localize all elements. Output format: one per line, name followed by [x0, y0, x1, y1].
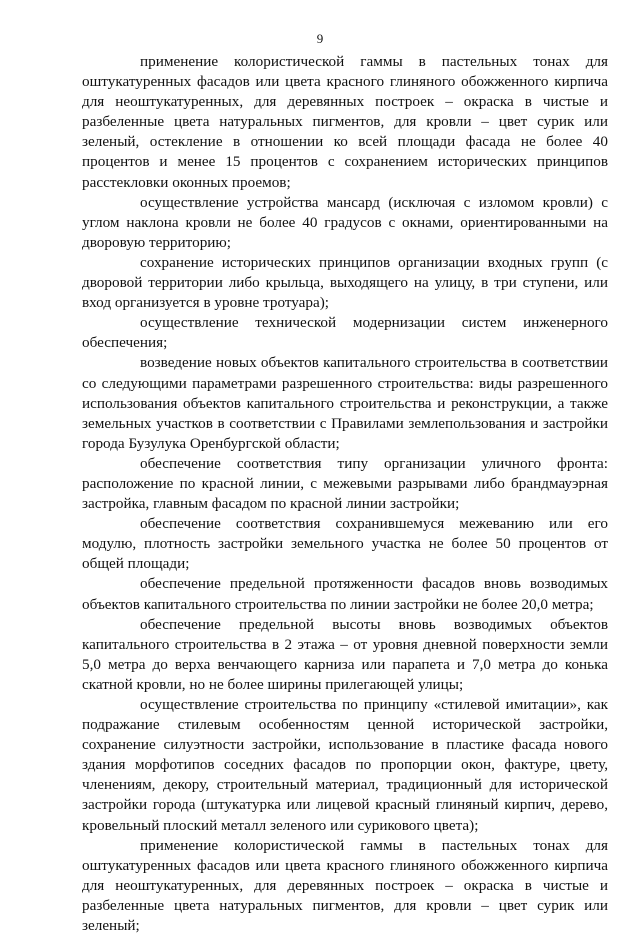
- paragraph-coloristics-repeat: применение колористической гаммы в пастельных тонах для оштукатуренных фасадов или цвета красного глиняного обожженного кирпича для неоштукатуренных, для деревянных построек – окраска в чистые и разбеленные цвета натуральных пигментов, для кровли – цвет сурик или зеленый;: [82, 836, 608, 935]
- paragraph-street-front: обеспечение соответствия типу организации уличного фронта: расположение по красной линии, с межевыми разрывами либо брандмауэрная застройка, главным фасадом по красной линии застройки;: [82, 454, 608, 513]
- paragraph-style-imitation: осуществление строительства по принципу «стилевой имитации», как подражание стилевым особенностям ценной исторической застройки, сохранение силуэтности застройки, использование в пластике фасада нового здания морфотипов соседних фасадов по пропорции окон, фактуре, цвету, членениям, декору, строительный материал, традиционный для исторической застройки города (штукатурка или лицевой красный глиняный кирпич, дерево, кровельный плоский металл зеленого или сурикового цвета);: [82, 696, 608, 834]
- paragraph-building-height: обеспечение предельной высоты вновь возводимых объектов капитального строительства в 2 этажа – от уровня дневной поверхности земли 5,0 метра до верха венчающего карниза или парапета и 7,0 метра до конька скатной кровли, но не более ширины прилегающей улицы;: [82, 615, 608, 693]
- paragraph-facade-length: обеспечение предельной протяженности фасадов вновь возводимых объектов капитального строительства по линии застройки не более 20,0 метра;: [82, 575, 608, 613]
- page-number: 9: [316, 31, 324, 46]
- paragraph-new-construction: возведение новых объектов капитального строительства в соответствии со следующими параметрами разрешенного строительства: виды разрешенного использования объектов капитального строительства и реконструкции, а также земельных участков в соответствии с Правилами землепользования и застройки города Бузулука Оренбургской области;: [82, 354, 608, 452]
- paragraph-land-survey: обеспечение соответствия сохранившемуся межеванию или его модулю, плотность застройки земельного участка не более 50 процентов от общей площади;: [82, 515, 608, 573]
- paragraph-mansards: осуществление устройства мансард (исключая с изломом кровли) с углом наклона кровли не более 40 градусов с окнами, ориентированными на дворовую территорию;: [82, 193, 608, 251]
- paragraph-engineering-systems: осуществление технической модернизации систем инженерного обеспечения;: [82, 314, 608, 352]
- document-body: [82, 52, 608, 936]
- paragraph-entrance-groups: сохранение исторических принципов организации входных групп (с дворовой территории либо крыльца, выходящего на улицу, в три ступени, или вход организуется в уровне тротуара);: [82, 253, 608, 312]
- paragraph-coloristics: применение колористической гаммы в пастельных тонах для оштукатуренных фасадов или цвета красного глиняного обожженного кирпича для неоштукатуренных, для деревянных построек – окраска в чистые и разбеленные цвета натуральных пигментов, для кровли – цвет сурик или зеленый, остекление в отношении ко всей площади фасада не более 40 процентов и менее 15 процентов с сохранением исторических принципов расстекловки оконных проемов;: [82, 53, 608, 191]
